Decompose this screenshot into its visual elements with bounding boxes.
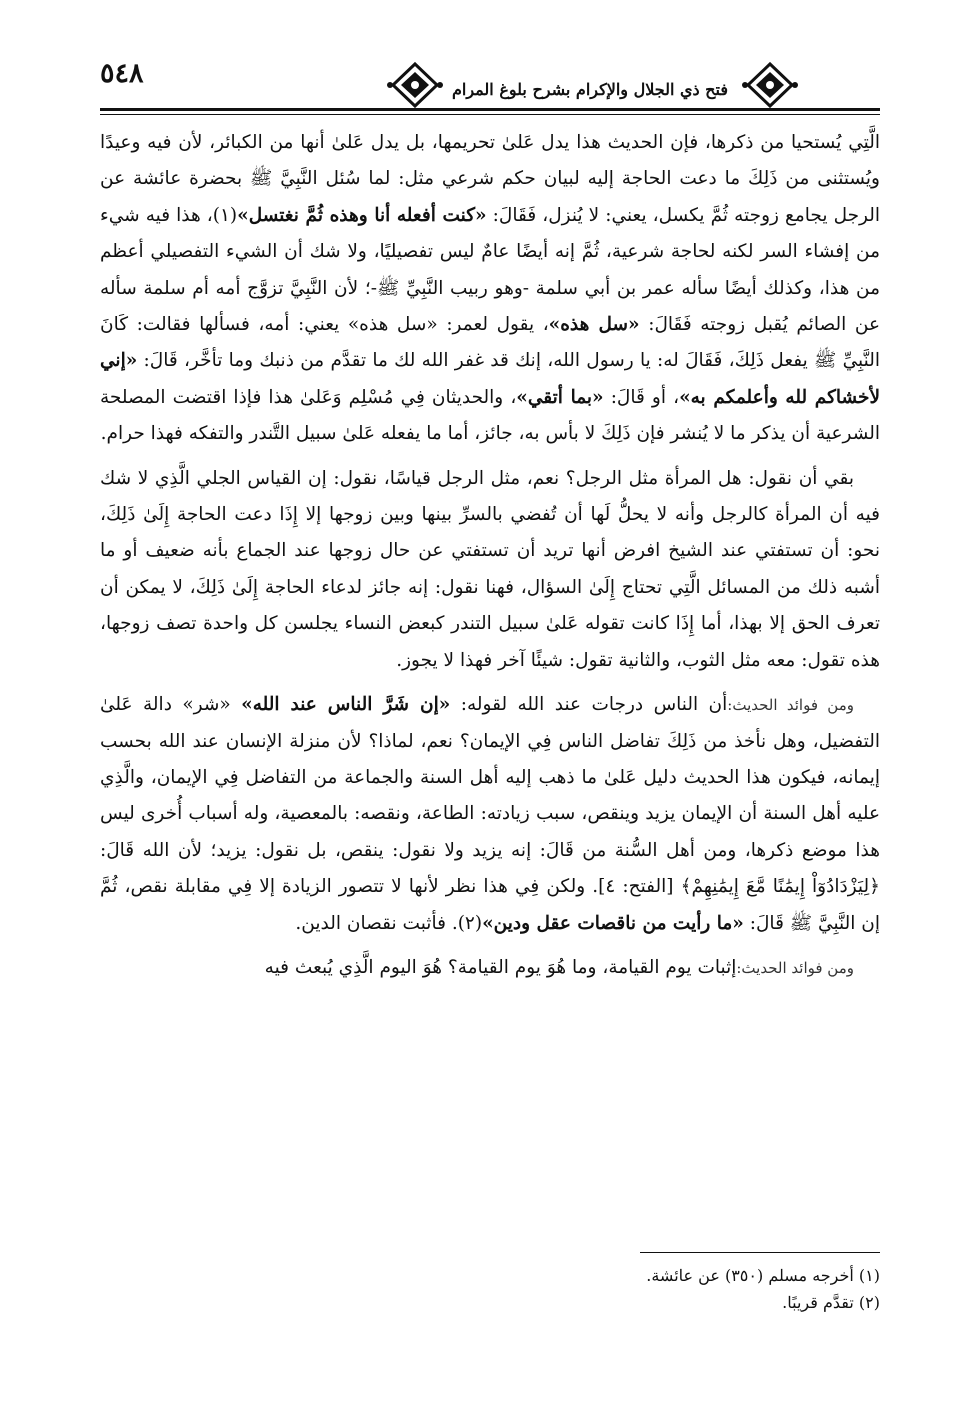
text-run: ، يقول لعمر: «سل هذه» يعني: أمه، فسألها فقالت: كَانَ النَّبِيِّ ﷺ يفعل ذَلِكَ، فَقَالَ له: يا رسول الله، إنك قد غفر الله لك ما تقدَّم من ذنبك وما تأخَّر، قَالَ: — [100, 314, 880, 372]
body-text — [100, 125, 880, 986]
hadith-quote: «إني لأخشاكم لله وأعلمكم به» — [100, 350, 880, 408]
ornament-left-icon — [385, 60, 445, 110]
text-run: بقي أن نقول: هل المرأة مثل الرجل؟ نعم، مثل الرجل قياسًا، نقول: إن القياس الجلي الَّذِي لا شك فيه أن المرأة كالرجل وأنه لا يحلُّ لَها أن تُفضي بالسرِّ بينها وبين زوجها إلا إِذَا دعت الحاجة إِلَىٰ ذَلِكَ، نحو: أن تستفتي عند الشيخ افرض أنها تريد أن تستفتي عن حال زوجها عند الجماع بأنه ضعيف أو ما أشبه ذلك من المسائل الَّتِي تحتاج إِلَىٰ السؤال، فهنا نقول: إنه جائز لدعاء الحاجة إِلَىٰ ذَلِكَ، لا يمكن أن تعرف الحق إلا بهذا، أما إِذَا كانت تقوله عَلىٰ سبيل التندر كبعض النساء يجلسن كل واحدة تصف زوجها، هذه تقول: معه مثل الثوب، والثانية تقول: شيئًا آخر فهذا لا يجوز. — [100, 467, 880, 671]
text-run: إثبات يوم القيامة، وما هُوَ يوم القيامة؟ هُوَ اليوم الَّذِي يُبعث فيه — [264, 956, 737, 978]
page-header — [100, 58, 880, 118]
paragraph-2 — [100, 461, 880, 679]
section-lead: ومن فوائد الحديث: — [727, 696, 854, 715]
paragraph-3 — [100, 687, 880, 942]
footnote-2: (٢) تقدَّم قريبًا. — [782, 1293, 880, 1312]
header-rule-thin — [100, 114, 880, 115]
page-number: ٥٤٨ — [100, 58, 144, 89]
paragraph-4 — [100, 950, 880, 986]
paragraph-1 — [100, 125, 880, 453]
text-run: أن الناس درجات عند الله لقوله: — [450, 694, 728, 716]
text-run: «شر» دالة عَلىٰ التفضيل، وهل نأخذ من ذَلِكَ تفاضل الناس فِي الإيمان؟ نعم، لماذا؟ لأن منزلة الإنسان عند الله بحسب إيمانه، فيكون هذا الحديث دليل عَلىٰ ما ذهب إليه أهل السنة والجماعة من التفاضل فِي الإيمان، والَّذِي عليه أهل السنة أن الإيمان يزيد وينقص، سبب زيادته: الطاعة، ونقصه: بالمعصية، وله أسباب أُخرى ليس هذا موضع ذكرها، ومن أهل السُّنة من قَالَ: إنه يزيد ولا نقول: ينقص، بل نقول: يزيد؛ لأن الله قَالَ: ﴿لِيَزْدَادُوٓاْ إِيمَٰنًا مَّعَ إِيمَٰنِهِمْ﴾ [الفتح: ٤]. ولكن فِي هذا نظر لأنها لا تتصور الزيادة إلا فِي مقابلة نقص، ثُمَّ إن النَّبِيَّ ﷺ قَالَ: — [100, 694, 880, 934]
footnote-separator — [640, 1252, 880, 1253]
book-title: فتح ذي الجلال والإكرام بشرح بلوغ المرام — [452, 80, 728, 99]
text-run: ، والحديثان فِي مُسْلِم وَعَلىٰ هذا فإذا اقتضت المصلحة الشرعية أن يذكر ما لا يُنشر فإن ذَلِكَ لا بأس به، جائز، أما ما يفعله عَلىٰ سبيل التَّندر والتفكه فهذا حرام. — [100, 386, 880, 445]
hadith-quote: «إن شَرَّ الناس عند الله» — [241, 694, 451, 716]
text-run: ، أو قَالَ: — [603, 386, 680, 408]
footnotes — [100, 1262, 880, 1316]
ornament-right-icon — [740, 60, 800, 110]
text-run: الَّتِي يُستحيا من ذكرها، فإن الحديث هذا يدل عَلىٰ تحريمها، بل يدل عَلىٰ أنها من الكبائر، لأن فيه وعيدًا ويُستثنى من ذَلِكَ ما دعت الحاجة إليه لبيان حكم شرعي مثل: لما سُئل النَّبِيَّ ﷺ بحضرة عائشة عن الرجل يجامع زوجته ثُمَّ يكسل، يعني: لا يُنزل، فَقَالَ: — [100, 132, 880, 226]
hadith-quote: «سل هذه» — [548, 314, 640, 336]
footnote-1: (١) أخرجه مسلم (٣٥٠) عن عائشة. — [646, 1266, 880, 1285]
hadith-quote: «كنت أفعله أنا وهذه ثُمَّ نغتسل» — [237, 204, 487, 226]
section-lead: ومن فوائد الحديث: — [736, 958, 854, 977]
hadith-quote: «بما أتقي» — [516, 386, 604, 408]
hadith-quote: «ما رأيت من ناقصات عقل ودين» — [482, 912, 744, 934]
text-run: (١)، هذا فيه شيء من إفشاء السر لكنه لحاجة شرعية، ثُمَّ إنه أيضًا عامٌ ليس تفصيليًا، ولا شك أن الشيء التفصيلي أعظم من هذا، وكذلك أيضًا سأله عمر بن أبي سلمة -وهو ربيب النَّبِيِّ ﷺ-؛ لأن النَّبِيَّ تزوَّج أمه أم سلمة سأله عن الصائم يُقبل زوجته فَقَالَ: — [100, 204, 880, 336]
header-rule — [100, 108, 880, 111]
text-run: (٢). فأثبت نقصان الدين. — [295, 912, 483, 934]
